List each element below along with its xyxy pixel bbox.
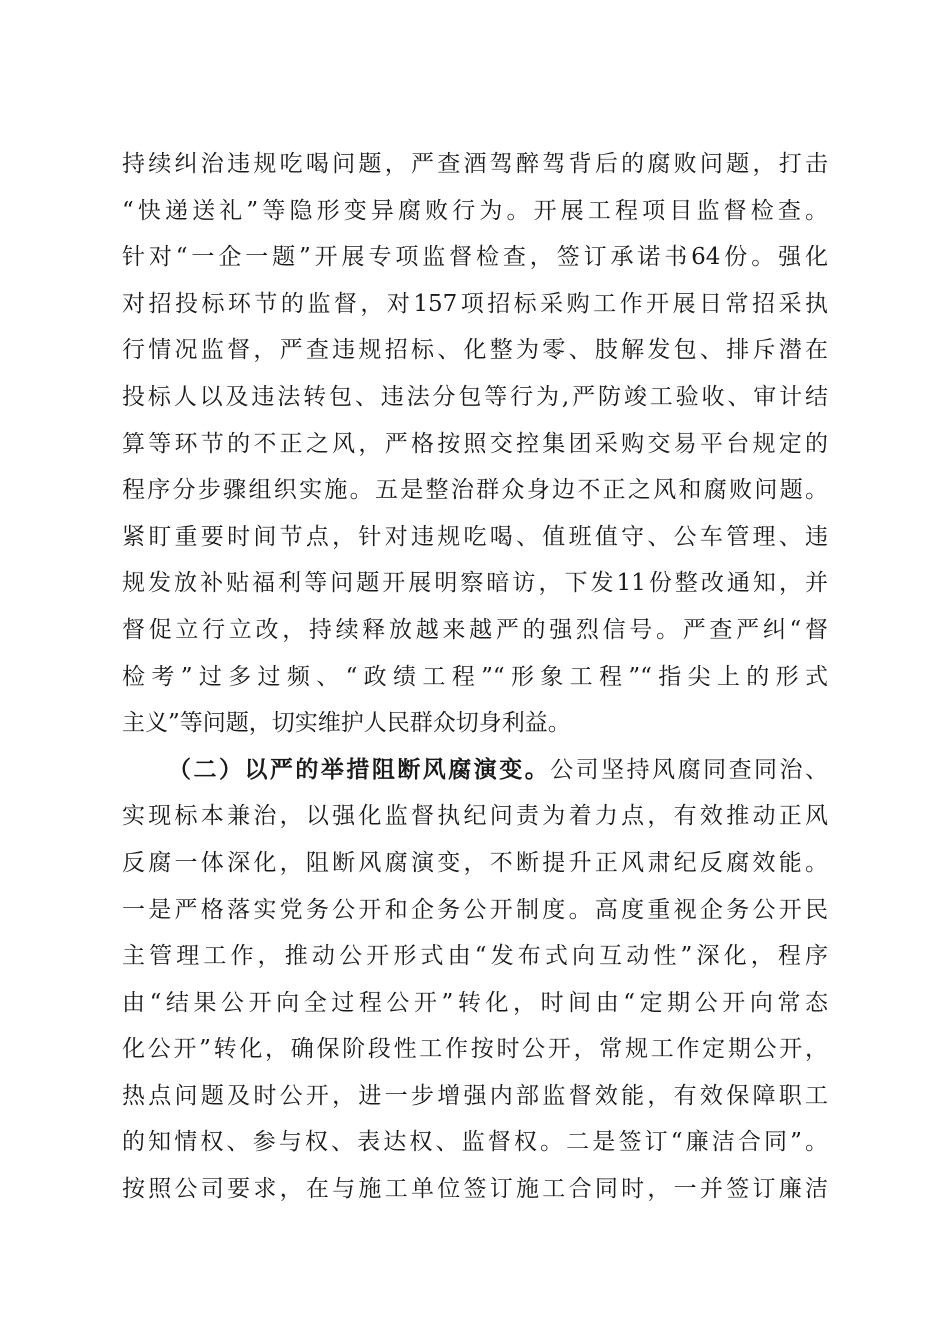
- paragraph-line: 算等环节的不正之风，严格按照交控集团采购交易平台规定的: [122, 430, 828, 457]
- paragraph-line: 反腐一体深化，阻断风腐演变，不断提升正风肃纪反腐效能。: [122, 849, 828, 876]
- paragraph-line: 检考”过多过频、“政绩工程”“形象工程”“指尖上的形式: [122, 663, 828, 690]
- section-heading: （二）以严的举措阻断风腐演变。: [168, 755, 551, 783]
- paragraph-line: 主义”等问题，切实维护人民群众切身利益。: [122, 710, 571, 737]
- paragraph-line: “快递送礼”等隐形变异腐败行为。开展工程项目监督检查。: [122, 197, 828, 224]
- paragraph-line: 的知情权、参与权、表达权、监督权。二是签订“廉洁合同”。: [122, 1129, 828, 1156]
- paragraph-line: 实现标本兼治，以强化监督执纪问责为着力点，有效推动正风: [122, 803, 828, 830]
- paragraph-line: 行情况监督，严查违规招标、化整为零、肢解发包、排斥潜在: [122, 337, 828, 364]
- paragraph-1: [122, 141, 828, 747]
- paragraph-line: 一是严格落实党务公开和企务公开制度。高度重视企务公开民: [122, 896, 828, 923]
- paragraph-line: 按照公司要求，在与施工单位签订施工合同时，一并签订廉洁: [122, 1176, 828, 1203]
- paragraph-line: 化公开”转化，确保阶段性工作按时公开，常规工作定期公开，: [122, 1036, 828, 1063]
- paragraph-line: 规发放补贴福利等问题开展明察暗访，下发11份整改通知，并: [122, 570, 828, 597]
- paragraph-line: 对招投标环节的监督，对157项招标采购工作开展日常招采执: [122, 290, 828, 317]
- paragraph-line: 督促立行立改，持续释放越来越严的强烈信号。严查严纠“督: [122, 616, 828, 643]
- paragraph-line: 由“结果公开向全过程公开”转化，时间由“定期公开向常态: [122, 989, 828, 1016]
- paragraph-line: 程序分步骤组织实施。五是整治群众身边不正之风和腐败问题。: [122, 477, 828, 504]
- paragraph-line: 持续纠治违规吃喝问题，严查酒驾醉驾背后的腐败问题，打击: [122, 151, 828, 177]
- document-body: [122, 141, 828, 1213]
- paragraph-line: 紧盯重要时间节点，针对违规吃喝、值班值守、公车管理、违: [122, 523, 828, 550]
- paragraph-2: [122, 747, 828, 1213]
- paragraph-line: 热点问题及时公开，进一步增强内部监督效能，有效保障职工: [122, 1082, 828, 1109]
- paragraph-line: 主管理工作，推动公开形式由“发布式向互动性”深化，程序: [122, 943, 828, 970]
- paragraph-line: 针对“一企一题”开展专项监督检查，签订承诺书64份。强化: [122, 244, 828, 271]
- paragraph-line: 投标人以及违法转包、违法分包等行为,严防竣工验收、审计结: [122, 383, 828, 410]
- heading-continuation: 公司坚持风腐同查同治、: [550, 756, 829, 783]
- paragraph-first-line: [122, 747, 828, 794]
